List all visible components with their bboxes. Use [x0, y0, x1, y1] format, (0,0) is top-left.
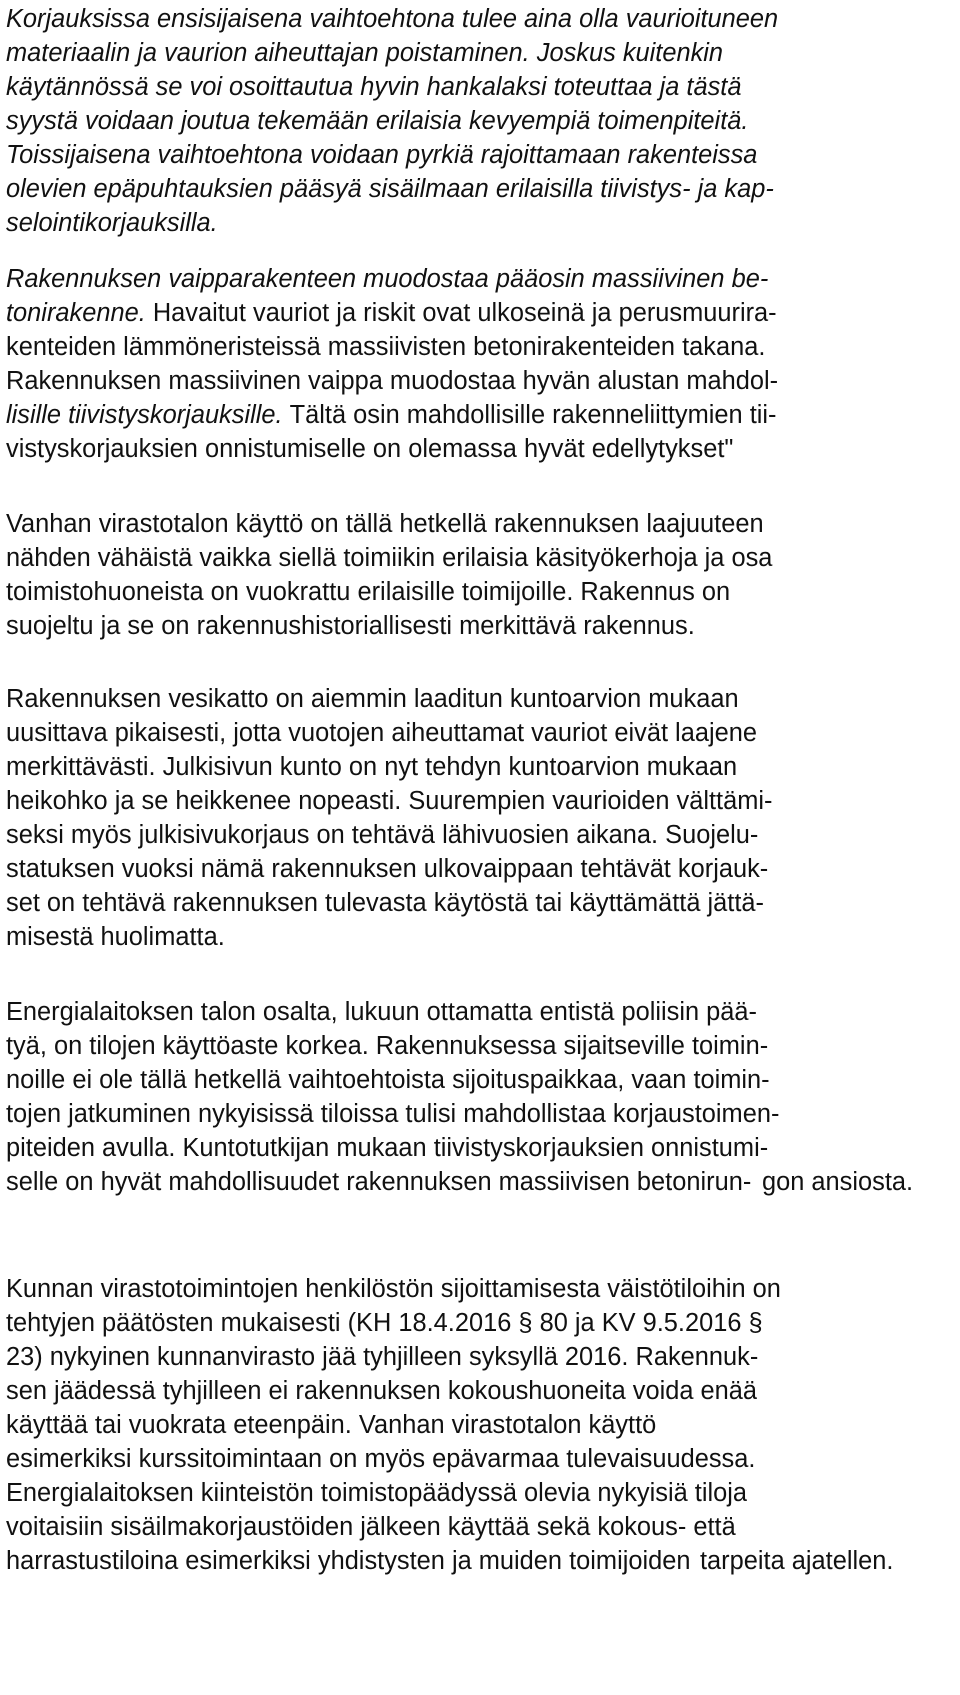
- paragraph-staff-relocation: [6, 1272, 960, 1578]
- text-line: statuksen vuoksi nämä rakennuksen ulkovaippaan tehtävät korjauk-: [6, 855, 769, 883]
- text-line: Energialaitoksen kiinteistön toimistopäädyssä olevia nykyisiä tiloja: [6, 1479, 748, 1507]
- text-line: noille ei ole tällä hetkellä vaihtoehtoista sijoituspaikkaa, vaan toimin-: [6, 1066, 770, 1094]
- text-line: suojeltu ja se on rakennushistoriallisesti merkittävä rakennus.: [6, 612, 695, 640]
- text-line: uusittava pikaisesti, jotta vuotojen aiheuttamat vauriot eivät laajene: [6, 719, 757, 747]
- text-line: voitaisiin sisäilmakorjaustöiden jälkeen käyttää sekä kokous- että: [6, 1513, 736, 1541]
- text-line: heikohko ja se heikkenee nopeasti. Suurempien vaurioiden välttämi-: [6, 787, 773, 815]
- text-line: selointikorjauksilla.: [6, 209, 218, 237]
- text-line: Energialaitoksen talon osalta, lukuun ottamatta entistä poliisin pää-: [6, 998, 757, 1026]
- text-line: piteiden avulla. Kuntotutkijan mukaan tiivistyskorjauksien onnistumi-: [6, 1134, 769, 1162]
- text-line: Vanhan virastotalon käyttö on tällä hetkellä rakennuksen laajuuteen: [6, 510, 764, 538]
- text-line: olevien epäpuhtauksien pääsyä sisäilmaan erilaisilla tiivistys- ja kap-: [6, 175, 774, 203]
- text-line: tyä, on tilojen käyttöaste korkea. Rakennuksessa sijaitseville toimin-: [6, 1032, 769, 1060]
- text-line: Rakennuksen vesikatto on aiemmin laaditun kuntoarvion mukaan: [6, 685, 739, 713]
- text-line: Kunnan virastotoimintojen henkilöstön sijoittamisesta väistötiloihin on: [6, 1275, 781, 1303]
- text-line: sen jäädessä tyhjilleen ei rakennuksen kokoushuoneita voida enää: [6, 1377, 758, 1405]
- text-line: selle on hyvät mahdollisuudet rakennuksen massiivisen betonirun-: [6, 1168, 752, 1196]
- text-line: misestä huolimatta.: [6, 923, 225, 951]
- text-line: set on tehtävä rakennuksen tulevasta käytöstä tai käyttämättä jättä-: [6, 889, 764, 917]
- text-line: käytännössä se voi osoittautua hyvin hankalaksi toteuttaa ja tästä: [6, 73, 742, 101]
- paragraph-roof-and-facade: [6, 682, 960, 954]
- quoted-paragraph-building-envelope: [6, 262, 960, 466]
- text-line: syystä voidaan joutua tekemään erilaisia kevyempiä toimenpiteitä.: [6, 107, 749, 135]
- text-line: kenteiden lämmöneristeissä massiivisten betonirakenteiden takana.: [6, 333, 766, 361]
- text-line: käyttää tai vuokrata eteenpäin. Vanhan virastotalon käyttö: [6, 1411, 657, 1439]
- paragraph-old-office-use: [6, 507, 960, 643]
- text-line: 23) nykyinen kunnanvirasto jää tyhjilleen syksyllä 2016. Rakennuk-: [6, 1343, 759, 1371]
- text-line: toimistohuoneista on vuokrattu erilaisille toimijoille. Rakennus on: [6, 578, 731, 606]
- text-line: Rakennuksen massiivinen vaippa muodostaa hyvän alustan mahdol-: [6, 367, 779, 395]
- text-line: Rakennuksen vaipparakenteen muodostaa pääosin massiivinen be-: [6, 265, 769, 293]
- text-line: seksi myös julkisivukorjaus on tehtävä lähivuosien aikana. Suojelu-: [6, 821, 759, 849]
- text-line: gon ansiosta.: [761, 1168, 913, 1196]
- text-line: tarpeita ajatellen.: [700, 1547, 894, 1575]
- text-line: vistyskorjauksien onnistumiselle on olemassa hyvät edellytykset": [6, 435, 734, 463]
- paragraph-energy-utility-building: [6, 995, 960, 1199]
- quoted-paragraph-repair-options: [6, 2, 960, 240]
- text-line: materiaalin ja vaurion aiheuttajan poistaminen. Joskus kuitenkin: [6, 39, 724, 67]
- text-line: harrastustiloina esimerkiksi yhdistysten ja muiden toimijoiden: [6, 1547, 691, 1575]
- text-line: tehtyjen päätösten mukaisesti (KH 18.4.2016 § 80 ja KV 9.5.2016 §: [6, 1309, 763, 1337]
- text-line: nähden vähäistä vaikka siellä toimiikin erilaisia käsityökerhoja ja osa: [6, 544, 773, 572]
- text-line: Toissijaisena vaihtoehtona voidaan pyrkiä rajoittamaan rakenteissa: [6, 141, 758, 169]
- text-line: merkittävästi. Julkisivun kunto on nyt tehdyn kuntoarvion mukaan: [6, 753, 738, 781]
- text-line: lisille tiivistyskorjauksille. Tältä osin mahdollisille rakenneliittymien tii-: [6, 401, 777, 429]
- text-line: tojen jatkuminen nykyisissä tiloissa tulisi mahdollistaa korjaustoimen-: [6, 1100, 780, 1128]
- text-line: Korjauksissa ensisijaisena vaihtoehtona tulee aina olla vaurioituneen: [6, 5, 779, 33]
- text-line: tonirakenne. Havaitut vauriot ja riskit ovat ulkoseinä ja perusmuurira-: [6, 299, 777, 327]
- text-line: esimerkiksi kurssitoimintaan on myös epävarmaa tulevaisuudessa.: [6, 1445, 756, 1473]
